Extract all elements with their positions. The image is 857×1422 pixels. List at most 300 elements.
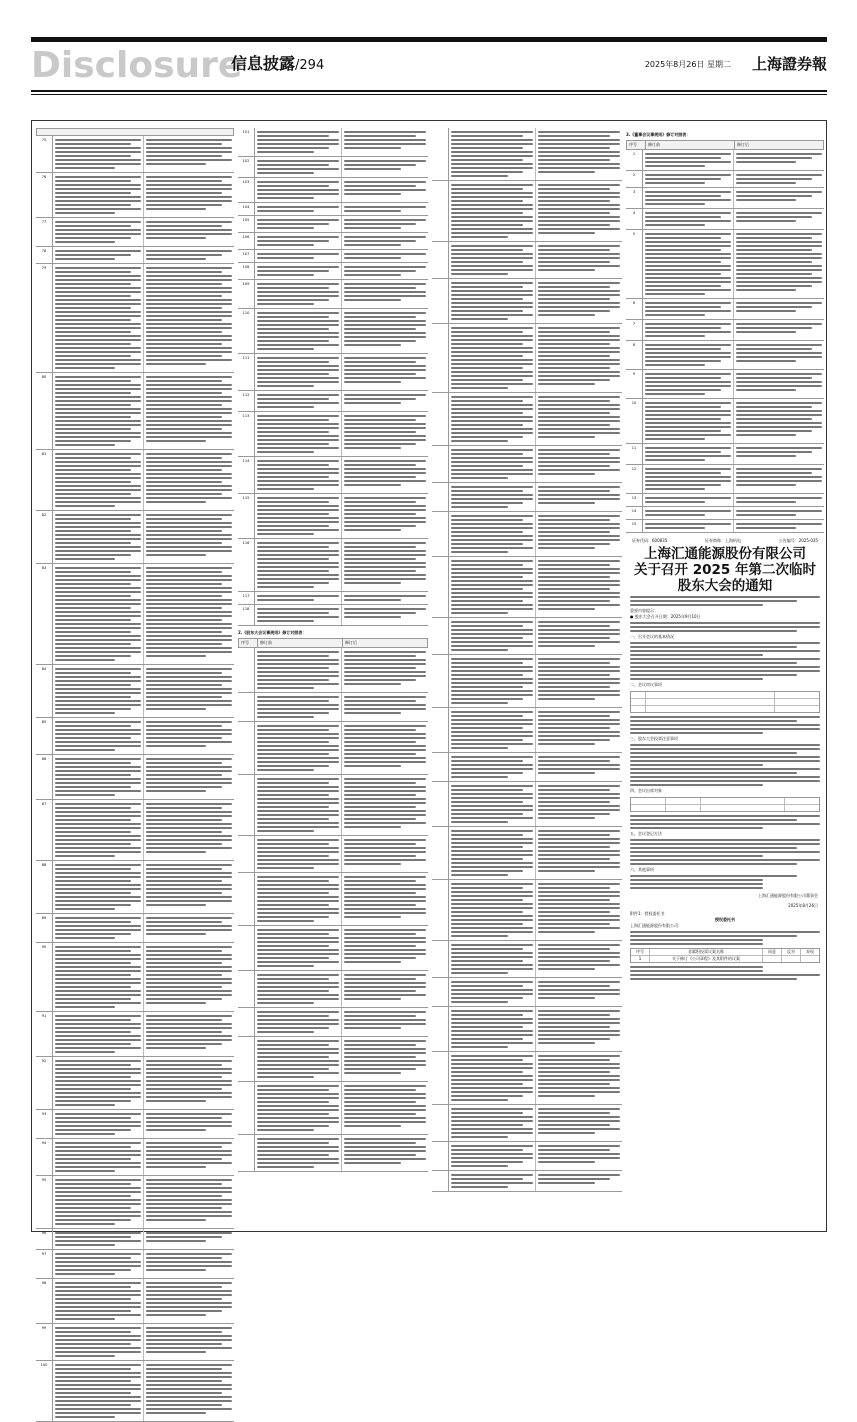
cell-after [144, 1110, 234, 1138]
cell-before [255, 1082, 342, 1134]
cell-after [342, 836, 428, 872]
row-number [238, 836, 255, 872]
table-row [36, 218, 234, 247]
table-row [626, 150, 824, 171]
cell-after [536, 941, 622, 977]
cell-before [53, 511, 144, 563]
row-number: 78 [36, 247, 53, 263]
cell-before [255, 250, 342, 262]
cell-after [144, 564, 234, 664]
row-number: 115 [238, 494, 255, 538]
row-number [432, 393, 449, 445]
row-number [238, 1037, 255, 1081]
cell-after [144, 1324, 234, 1360]
table-row [626, 444, 824, 465]
cell-after [536, 827, 622, 879]
important-label: 重要内容提示： [630, 608, 658, 613]
table-row [432, 512, 622, 557]
attendee-table [630, 797, 820, 812]
row-number [238, 971, 255, 1007]
cell-after [144, 1279, 234, 1323]
cell-before [255, 693, 342, 721]
row-number [432, 1007, 449, 1051]
table-title: 3.《董事会议事规则》修订对照表： [626, 132, 691, 137]
row-number: 11 [626, 444, 643, 464]
column-4 [626, 128, 824, 1228]
cell-before [255, 457, 342, 493]
row-number: 101 [238, 128, 255, 156]
row-number: 81 [36, 450, 53, 510]
row-number: 98 [36, 1279, 53, 1323]
table-row [238, 354, 428, 391]
row-number [432, 827, 449, 879]
cell-after [734, 370, 824, 398]
row-number: 1 [626, 150, 643, 170]
cell-after [734, 520, 824, 532]
row-number [238, 926, 255, 970]
cell-after [144, 218, 234, 246]
cell-after [536, 557, 622, 617]
table-row [36, 450, 234, 511]
row-number: 14 [626, 507, 643, 519]
cell-after [342, 309, 428, 353]
agenda-table [630, 691, 820, 713]
cell-before [643, 299, 734, 319]
cell-before [53, 755, 144, 799]
row-number: 114 [238, 457, 255, 493]
proxy-col-against: 反对 [782, 949, 801, 955]
cell-before [643, 494, 734, 506]
row-number: 86 [36, 755, 53, 799]
proxy-vote-table: 序号 非累积投票议案名称 同意 反对 弃权 1 关于修订《公司章程》及其附件的议案 [630, 948, 820, 963]
table-row [432, 880, 622, 941]
table-row [626, 341, 824, 370]
table-row [432, 483, 622, 512]
meeting-date: ● 股东大会召开日期：2025年9月10日 [630, 614, 701, 619]
cell-before [449, 1105, 536, 1141]
table-row [238, 216, 428, 233]
heading-other: 六、其他事项 [630, 867, 654, 872]
cell-before [53, 1012, 144, 1056]
cell-before [53, 264, 144, 372]
cell-after [536, 708, 622, 752]
cell-after [342, 775, 428, 835]
notice-body [626, 839, 824, 865]
table-row [238, 1135, 428, 1172]
table-row [238, 971, 428, 1008]
cell-before [449, 708, 536, 752]
heading-agenda: 二、会议审议事项 [630, 682, 662, 687]
revision-table-2 [238, 648, 428, 1172]
table-row [432, 618, 622, 655]
company-name: 上海汇通能源股份有限公司 [644, 546, 806, 562]
table-row [432, 393, 622, 446]
cell-before [643, 230, 734, 298]
proxy-body [626, 931, 824, 945]
notice-body [626, 815, 824, 829]
cell-before [255, 1037, 342, 1081]
row-number: 85 [36, 718, 53, 754]
table-row [432, 128, 622, 181]
cell-after [342, 1037, 428, 1081]
cell-before [53, 218, 144, 246]
cell-before [53, 373, 144, 449]
table-row [36, 914, 234, 943]
cell-before [449, 978, 536, 1006]
table-row [238, 178, 428, 203]
cell-after [536, 242, 622, 278]
table-row [36, 373, 234, 450]
cell-after [144, 264, 234, 372]
cell-after [144, 861, 234, 913]
section-cn-text: 信息披露 [231, 54, 296, 73]
cell-before [255, 971, 342, 1007]
table-row [36, 755, 234, 800]
row-number: 15 [626, 520, 643, 532]
cell-after [536, 655, 622, 707]
section-title-en: Disclosure [31, 45, 243, 86]
cell-after [734, 341, 824, 369]
row-number: 94 [36, 1139, 53, 1175]
row-number [432, 242, 449, 278]
table-row [432, 1105, 622, 1142]
top-rule [31, 37, 827, 42]
table-row [432, 1142, 622, 1171]
table-row [238, 722, 428, 775]
notice-body [626, 716, 824, 734]
heading-basic-info: 一、召开会议的基本情况 [630, 634, 674, 639]
table-row [626, 188, 824, 209]
table-row [36, 1110, 234, 1139]
table-row [238, 309, 428, 354]
row-number [238, 693, 255, 721]
row-number: 103 [238, 178, 255, 202]
cell-before [53, 173, 144, 217]
table-row [238, 391, 428, 412]
row-number: 95 [36, 1176, 53, 1228]
row-number: 100 [36, 1361, 53, 1421]
row-number: 82 [36, 511, 53, 563]
header-old: 修订前 [258, 639, 343, 647]
cell-before [255, 309, 342, 353]
notice-body [626, 622, 824, 632]
header-old: 修订前 [646, 141, 735, 149]
cell-after [536, 782, 622, 826]
table-row [36, 1279, 234, 1324]
cell-after [342, 605, 428, 625]
row-number: 118 [238, 605, 255, 625]
cell-before [643, 507, 734, 519]
header-no: 序号 [239, 639, 258, 647]
cell-after [144, 755, 234, 799]
row-number: 7 [626, 320, 643, 340]
cell-before [53, 564, 144, 664]
cell-after [144, 136, 234, 172]
cell-before [449, 483, 536, 511]
row-number [238, 775, 255, 835]
cell-after [734, 299, 824, 319]
cell-before [643, 320, 734, 340]
cell-after [144, 173, 234, 217]
cell-after [342, 203, 428, 215]
cell-before [449, 242, 536, 278]
cell-before [255, 1008, 342, 1036]
row-number: 10 [626, 399, 643, 443]
cell-before [255, 836, 342, 872]
cell-after [536, 279, 622, 323]
row-number [432, 279, 449, 323]
cell-after [536, 324, 622, 392]
row-number: 13 [626, 494, 643, 506]
table-row [36, 264, 234, 373]
row-number: 109 [238, 280, 255, 308]
issue-date: 2025年8月26日 星期二 [644, 60, 731, 69]
table-row [36, 1139, 234, 1176]
cell-before [53, 914, 144, 942]
row-number [238, 722, 255, 774]
row-number: 92 [36, 1057, 53, 1109]
cell-after [536, 618, 622, 654]
cell-before [449, 880, 536, 940]
proxy-col-name: 非累积投票议案名称 [650, 949, 763, 955]
attachment-label: 附件1：授权委托书 [630, 911, 665, 916]
proxy-footer [626, 966, 824, 980]
cell-after [536, 128, 622, 180]
cell-before [449, 618, 536, 654]
table-row [238, 592, 428, 605]
table-row [432, 1007, 622, 1052]
cell-before [255, 873, 342, 925]
cell-after [342, 391, 428, 411]
revision-table [238, 128, 428, 626]
cell-before [643, 209, 734, 229]
cell-after [536, 753, 622, 781]
cell-after [144, 450, 234, 510]
table-row [36, 1361, 234, 1422]
row-number: 111 [238, 354, 255, 390]
cell-before [449, 181, 536, 241]
cell-after [536, 393, 622, 445]
row-number [432, 128, 449, 180]
cell-before [53, 861, 144, 913]
row-number: 99 [36, 1324, 53, 1360]
cell-after [734, 444, 824, 464]
cell-after [144, 1176, 234, 1228]
row-number: 9 [626, 370, 643, 398]
cell-after [734, 188, 824, 208]
table-row [238, 539, 428, 592]
row-number: 116 [238, 539, 255, 591]
cell-after [144, 943, 234, 1011]
row-number [432, 1105, 449, 1141]
cell-before [449, 557, 536, 617]
heading-registration: 五、会议登记方法 [630, 831, 662, 836]
table-row [238, 494, 428, 539]
proxy-col-no: 序号 [631, 949, 650, 955]
table-row [238, 775, 428, 836]
table-row [238, 693, 428, 722]
row-number: 113 [238, 412, 255, 456]
cell-after [536, 1171, 622, 1191]
row-number: 5 [626, 230, 643, 298]
cell-before [255, 775, 342, 835]
cell-before [53, 1279, 144, 1323]
cell-before [449, 512, 536, 556]
table-row [36, 247, 234, 264]
cell-after [536, 446, 622, 482]
row-number [432, 1171, 449, 1191]
row-number: 76 [36, 173, 53, 217]
row-number: 12 [626, 465, 643, 493]
cell-after [342, 1008, 428, 1036]
table-row [432, 827, 622, 880]
table-row [626, 520, 824, 533]
cell-after [342, 412, 428, 456]
cell-before [255, 216, 342, 232]
cell-before [53, 1250, 144, 1278]
table-row [36, 943, 234, 1012]
section-title-cn [231, 54, 324, 76]
row-number: 4 [626, 209, 643, 229]
cell-after [144, 1250, 234, 1278]
row-number [432, 512, 449, 556]
cell-before [53, 943, 144, 1011]
table-row [432, 708, 622, 753]
cell-after [342, 592, 428, 604]
table-row [626, 299, 824, 320]
row-number: 77 [36, 218, 53, 246]
cell-after [342, 693, 428, 721]
cell-after [536, 1052, 622, 1104]
table-row [626, 320, 824, 341]
row-number [432, 618, 449, 654]
row-number [238, 1008, 255, 1036]
row-number: 89 [36, 914, 53, 942]
row-number [432, 708, 449, 752]
masthead-rule-thin [31, 94, 827, 95]
cell-after [536, 483, 622, 511]
table-row [36, 800, 234, 861]
table-row [238, 605, 428, 626]
cell-before [255, 539, 342, 591]
table-row [432, 557, 622, 618]
cell-before [643, 399, 734, 443]
cell-before [255, 233, 342, 249]
row-number: 93 [36, 1110, 53, 1138]
cell-after [144, 373, 234, 449]
cell-before [53, 1176, 144, 1228]
table-row [238, 1008, 428, 1037]
cell-before [449, 446, 536, 482]
signer: 上海汇通能源股份有限公司董事会 [758, 893, 818, 898]
cell-before [449, 324, 536, 392]
row-number [238, 1082, 255, 1134]
cell-before [255, 203, 342, 215]
page-number: /294 [295, 58, 325, 73]
row-number: 110 [238, 309, 255, 353]
table-header [626, 140, 824, 150]
cell-after [144, 800, 234, 860]
cell-after [144, 718, 234, 754]
table-row [238, 836, 428, 873]
cell-after [536, 1142, 622, 1170]
notice-body [626, 642, 824, 680]
table-row [36, 511, 234, 564]
table-row [432, 753, 622, 782]
table-row [36, 1229, 234, 1250]
stock-codes [626, 537, 824, 544]
table-row [238, 926, 428, 971]
table-row [36, 1324, 234, 1361]
table-row [238, 263, 428, 280]
row-number [432, 181, 449, 241]
cell-before [53, 718, 144, 754]
column-1 [36, 128, 234, 1367]
cell-before [255, 280, 342, 308]
row-number: 105 [238, 216, 255, 232]
cell-after [536, 1007, 622, 1051]
table-row [238, 233, 428, 250]
table-row [36, 718, 234, 755]
cell-after [734, 320, 824, 340]
cell-before [449, 1007, 536, 1051]
cell-after [734, 465, 824, 493]
cell-after [144, 511, 234, 563]
cell-after [734, 494, 824, 506]
cell-before [255, 494, 342, 538]
cell-before [643, 171, 734, 187]
cell-after [342, 263, 428, 279]
table-title: 2.《股东大会议事规则》修订对照表： [238, 630, 307, 635]
cell-before [449, 753, 536, 781]
cell-before [643, 370, 734, 398]
row-number: 97 [36, 1250, 53, 1278]
cell-before [255, 926, 342, 970]
table-row [432, 1171, 622, 1192]
cell-before [449, 827, 536, 879]
row-number [238, 1135, 255, 1171]
cell-before [255, 128, 342, 156]
revision-table [36, 136, 234, 1422]
row-number [432, 978, 449, 1006]
table-row [626, 465, 824, 494]
revision-table [432, 128, 622, 1192]
cell-before [255, 178, 342, 202]
cell-before [255, 412, 342, 456]
cell-after [734, 150, 824, 170]
cell-before [449, 1171, 536, 1191]
table-row [626, 230, 824, 299]
cell-before [255, 1135, 342, 1171]
table-row [238, 457, 428, 494]
table-row [626, 399, 824, 444]
row-number [432, 941, 449, 977]
cell-before [449, 393, 536, 445]
table-row [432, 978, 622, 1007]
cell-before [449, 782, 536, 826]
cell-before [53, 1139, 144, 1175]
cell-after [734, 507, 824, 519]
cell-after [342, 216, 428, 232]
row-number [432, 483, 449, 511]
announcement-number: 公告编号：2025-035 [778, 538, 818, 543]
cell-before [449, 941, 536, 977]
cell-before [449, 279, 536, 323]
notice-title-line1: 关于召开 2025 年第二次临时 [634, 562, 816, 578]
cell-before [643, 188, 734, 208]
row-number: 79 [36, 264, 53, 372]
cell-after [342, 1135, 428, 1171]
